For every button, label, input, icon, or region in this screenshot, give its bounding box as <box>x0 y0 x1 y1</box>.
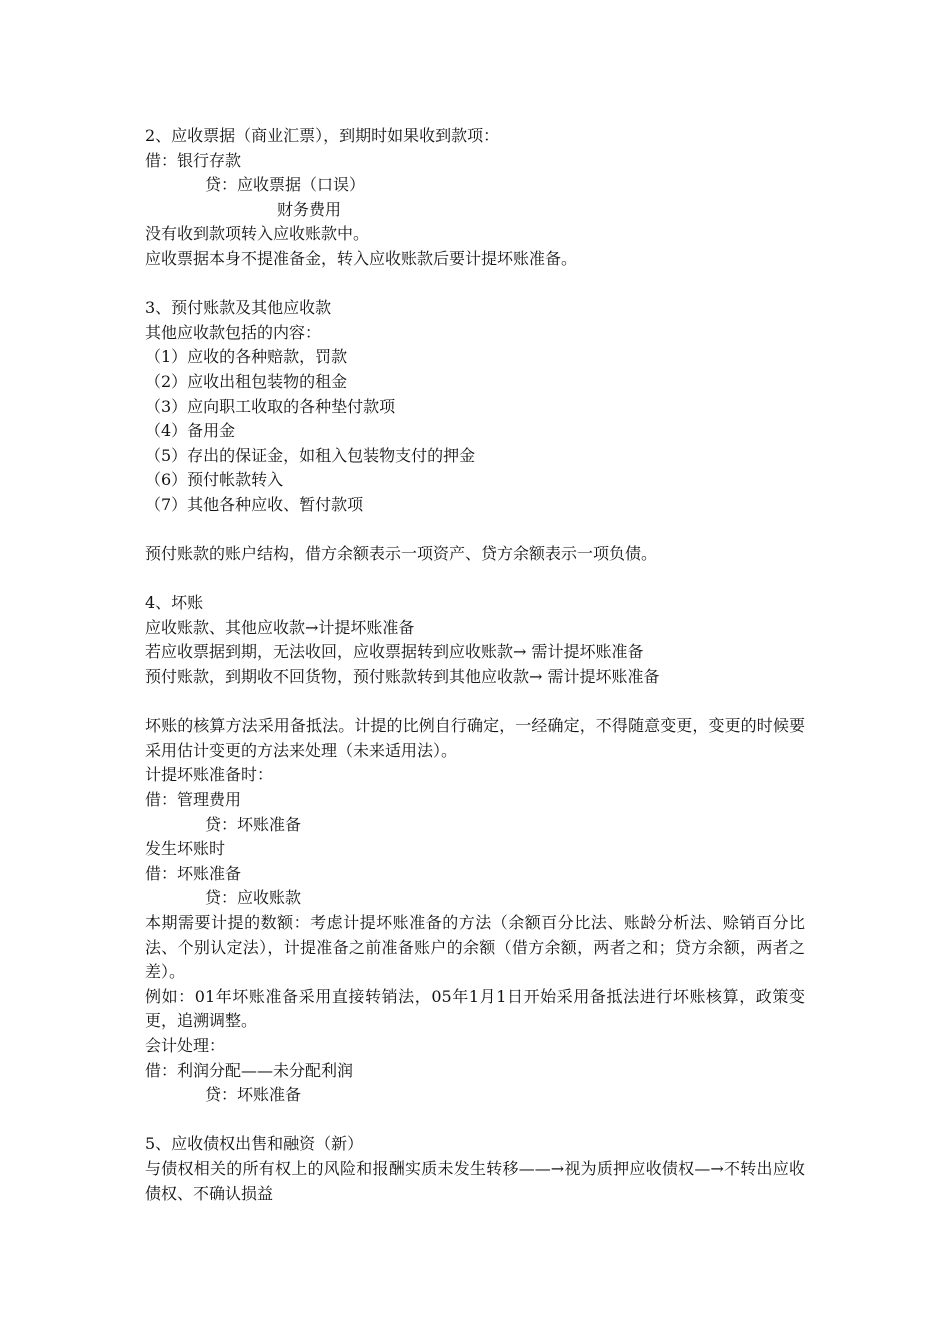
blank-line <box>145 690 805 715</box>
flow-line: 若应收票据到期，无法收回，应收票据转到应收账款→ 需计提坏账准备 <box>145 642 644 662</box>
paragraph: 没有收到款项转入应收账款中。 <box>145 224 370 244</box>
list-item: （2）应收出租包装物的租金 <box>145 371 348 391</box>
flow-line: 预付账款，到期收不回货物，预付账款转到其他应收款→ 需计提坏账准备 <box>145 667 660 687</box>
document-page <box>145 124 805 1206</box>
paragraph: 本期需要计提的数额：考虑计提坏账准备的方法（余额百分比法、账龄分析法、赊销百分比法、个别认定法），计提准备之前准备账户的余额（借方余额，两者之和；贷方余额，两者之差）。 <box>145 913 805 982</box>
journal-debit-line: 借：坏账准备 <box>145 863 242 883</box>
blank-line <box>145 272 805 297</box>
journal-credit-line: 贷：坏账准备 <box>205 814 302 834</box>
journal-credit-line: 贷：应收账款 <box>205 888 302 908</box>
journal-debit-line: 借：管理费用 <box>145 790 242 810</box>
paragraph: 坏账的核算方法采用备抵法。计提的比例自行确定，一经确定，不得随意变更，变更的时候要采用估计变更的方法来处理（未来适用法）。 <box>145 716 805 760</box>
list-item: （5）存出的保证金，如租入包装物支付的押金 <box>145 445 476 465</box>
list-item: （1）应收的各种赔款，罚款 <box>145 347 348 367</box>
paragraph: 与债权相关的所有权上的风险和报酬实质未发生转移——→视为质押应收债权—→不转出应收债权、不确认损益 <box>145 1158 805 1203</box>
journal-debit-line: 借：利润分配——未分配利润 <box>145 1060 354 1080</box>
blank-line <box>145 1108 805 1133</box>
list-item: （4）备用金 <box>145 421 236 441</box>
list-item: （7）其他各种应收、暂付款项 <box>145 494 364 514</box>
list-item: （3）应向职工收取的各种垫付款项 <box>145 396 396 416</box>
journal-debit-line: 借：银行存款 <box>145 150 242 170</box>
paragraph: 计提坏账准备时： <box>145 765 274 785</box>
section-3-heading: 3、预付账款及其他应收款 <box>145 298 332 318</box>
paragraph: 预付账款的账户结构，借方余额表示一项资产、贷方余额表示一项负债。 <box>145 544 658 564</box>
paragraph: 发生坏账时 <box>145 839 226 859</box>
section-5-heading: 5、应收债权出售和融资（新） <box>145 1134 364 1154</box>
section-4-heading: 4、坏账 <box>145 593 204 613</box>
journal-credit-line: 贷：应收票据（口误） <box>205 175 366 195</box>
blank-line <box>145 567 805 592</box>
section-2-heading: 2、应收票据（商业汇票），到期时如果收到款项： <box>145 126 500 145</box>
journal-credit-line: 财务费用 <box>277 199 342 219</box>
journal-credit-line: 贷：坏账准备 <box>205 1085 302 1105</box>
paragraph: 例如：01年坏账准备采用直接转销法，05年1月1日开始采用备抵法进行坏账核算，政策变更，追溯调整。 <box>145 986 805 1031</box>
flow-line: 应收账款、其他应收款→计提坏账准备 <box>145 617 415 637</box>
paragraph: 会计处理： <box>145 1035 226 1055</box>
paragraph: 应收票据本身不提准备金，转入应收账款后要计提坏账准备。 <box>145 248 578 268</box>
list-item: （6）预付帐款转入 <box>145 470 284 490</box>
paragraph: 其他应收款包括的内容： <box>145 322 322 342</box>
blank-line <box>145 518 805 543</box>
